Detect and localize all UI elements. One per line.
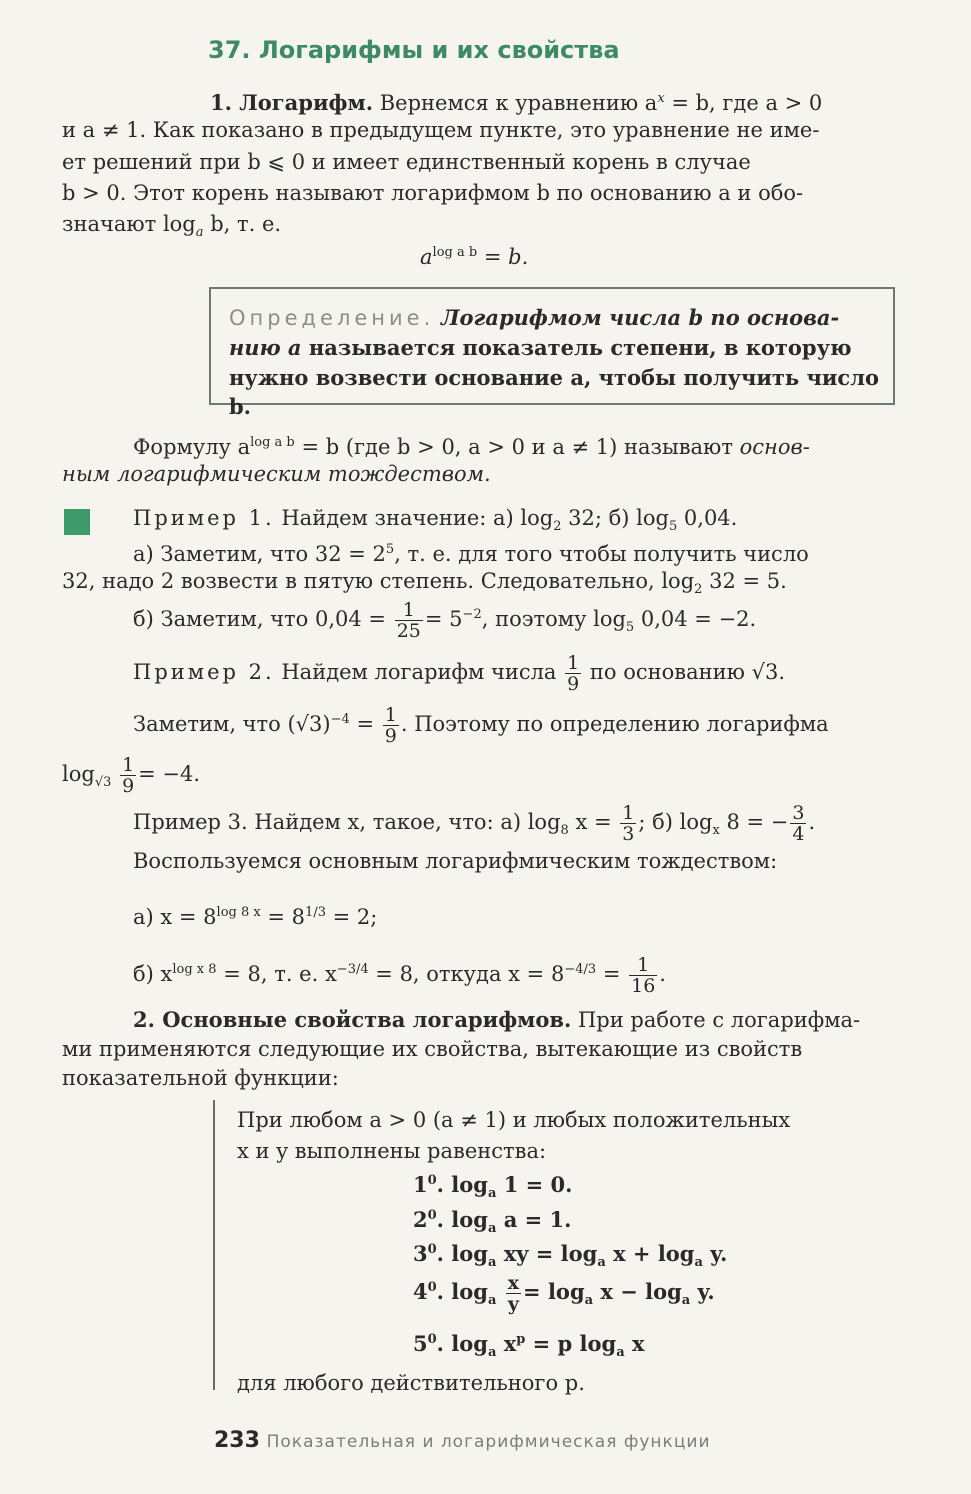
ex1-b1-tail: , поэтому log (481, 607, 626, 631)
ex2-l1-tail: . Поэтому по определению логарифма (400, 712, 829, 736)
fp-sup: log a b (250, 435, 295, 450)
ex2-l2-tail: = −4. (138, 762, 201, 786)
p3-num: 3 (413, 1241, 428, 1266)
p1-tail: = b, где a > 0 (664, 91, 823, 115)
fraction-1-9 (565, 653, 581, 694)
ex2-l1-sup: −4 (330, 712, 350, 727)
ex1-b1-text: б) Заметим, что 0,04 = (133, 607, 387, 631)
ex3-b-sup: log x 8 (172, 962, 217, 977)
p1-line4: b > 0. Этот корень называют логарифмом b по основанию a и обо- (62, 181, 804, 205)
ex1-b1-end: 0,04 = −2. (634, 607, 757, 631)
p5-b: x (496, 1331, 517, 1356)
p4-d: y. (690, 1279, 715, 1304)
fp-a: Формулу a (133, 435, 251, 459)
property-3 (413, 1241, 727, 1270)
deg: 0 (427, 1173, 437, 1188)
p2-heading: 2. Основные свойства логарифмов. (133, 1007, 572, 1032)
ex1-a1-text: а) Заметим, что 32 = 2 (133, 542, 386, 566)
ex3-b-sup2: −3/4 (336, 962, 369, 977)
p1-log: . log (436, 1172, 488, 1197)
formula-base: a (420, 245, 433, 269)
example-marker-icon (64, 509, 90, 535)
frac-num: 1 (395, 600, 423, 621)
ex1-sub1: 2 (553, 519, 562, 535)
ex1-a1 (133, 535, 809, 569)
ex3-t4: 8 = − (719, 810, 789, 834)
ex2-l2-sub: √3 (94, 775, 112, 791)
sub-a: a (584, 1293, 594, 1309)
p1-line2: и a ≠ 1. Как показано в предыдущем пункте, это уравнение не име- (62, 118, 820, 142)
deg: 0 (427, 1332, 437, 1347)
sub-a: a (487, 1255, 497, 1271)
fraction-1-9 (120, 755, 136, 796)
p1-num: 1 (413, 1172, 428, 1197)
ex1-a1-tail: , т. е. для того чтобы получить число (394, 542, 809, 566)
frac-num: 1 (122, 754, 135, 776)
formula-sup: log a b (432, 245, 478, 260)
ex1-task-b: 32; б) log (561, 506, 669, 530)
p2-log: . log (436, 1207, 488, 1232)
deg: 0 (427, 1280, 437, 1295)
ex3-t3: ; б) log (638, 810, 713, 834)
frac-den: 9 (384, 725, 397, 747)
p1-line3: ет решений при b ⩽ 0 и имеет единственный корень в случае (62, 150, 751, 174)
ex2-l2-text: log (62, 762, 95, 786)
section-title: 37. Логарифмы и их свойства (208, 36, 620, 64)
ex2-task-tail: по основанию √3. (589, 660, 785, 684)
properties-bar (213, 1100, 215, 1390)
ex3-b-mid2: = 8, откуда x = 8 (368, 962, 565, 986)
p5-d: x (624, 1331, 645, 1356)
p1-line1 (210, 84, 822, 118)
ex3-a-tail: = 2; (325, 905, 378, 929)
ex1-task-a: Найдем значение: а) log (281, 506, 554, 530)
property-5 (413, 1331, 645, 1360)
fraction-1-16 (629, 955, 657, 996)
p1-heading: 1. Логарифм. (210, 90, 374, 115)
p3-c: x + log (605, 1241, 695, 1266)
frac-den: 4 (792, 823, 805, 845)
p1-sup: x (657, 91, 665, 106)
fraction-3-4 (790, 803, 806, 844)
definition-text3: нужно возвести основание a, чтобы получить число b. (229, 365, 880, 419)
formula-tail: = b. (477, 245, 529, 269)
p2-line2: ми применяются следующие их свойства, вытекающие из свойств (62, 1037, 803, 1061)
p3-b: xy = log (496, 1241, 598, 1266)
ex3-b-mid: = 8, т. е. x (216, 962, 337, 986)
ex3-a-mid: = 8 (260, 905, 306, 929)
ex3-b-text: б) x (133, 962, 173, 986)
props-outro: для любого действительного p. (237, 1371, 585, 1395)
p3-d: y. (702, 1241, 728, 1266)
page-footer (214, 1425, 711, 1457)
p2-b: a = 1. (496, 1207, 572, 1232)
ex1-a2-text: 32, надо 2 возвести в пятую степень. Следовательно, log (62, 569, 695, 593)
fraction-1-9 (383, 705, 399, 746)
chapter-title: Показательная и логарифмическая функции (266, 1432, 711, 1452)
fraction-1-25 (395, 600, 423, 641)
ex1-a1-sup: 5 (385, 542, 395, 557)
ex3-task-a: Найдем x, такое, что: а) log (254, 810, 561, 834)
ex2-l2 (62, 755, 200, 798)
p5-num: 5 (413, 1331, 428, 1356)
sub-a: a (487, 1186, 497, 1202)
formula-para-line2: ным логарифмическим тождеством. (62, 462, 491, 486)
ex3-t5: . (808, 810, 816, 834)
ex1-b1 (133, 600, 756, 643)
p5-c: = p log (525, 1331, 617, 1356)
frac-num: 1 (567, 652, 580, 674)
p1-l5a: значают log (62, 212, 196, 236)
sub-a: a (487, 1293, 497, 1309)
p5-sup: p (516, 1332, 526, 1347)
p5-log: . log (436, 1331, 488, 1356)
ex3-b-eq: = (596, 962, 621, 986)
definition-box (209, 287, 895, 419)
ex3-b-sup3: −4/3 (564, 962, 597, 977)
definition-text1: Логарифмом числа b по основа- (440, 305, 840, 330)
fp-c: основ- (739, 435, 810, 459)
ex3-a-text: а) x = 8 (133, 905, 217, 929)
deg: 0 (427, 1242, 437, 1257)
ex1-label: Пример 1. (133, 506, 275, 530)
ex3-b-end: . (659, 962, 666, 986)
p4-c: x − log (593, 1279, 682, 1304)
definition-text2a: нию a (229, 335, 302, 360)
frac-num: 3 (792, 802, 805, 824)
ex1-b1-sub: 5 (625, 620, 635, 636)
ex1-a2-sub: 2 (694, 582, 703, 598)
frac-den: 9 (122, 775, 135, 797)
p1-l5sub: a (195, 225, 204, 241)
frac-den: 3 (622, 823, 635, 845)
ex2-task-text: Найдем логарифм числа (281, 660, 557, 684)
ex3-subx: x (712, 823, 720, 839)
ex3-label: Пример 3. (133, 810, 248, 834)
p1-line5 (62, 209, 281, 248)
ex1-b1-sup: −2 (462, 607, 482, 622)
sub-a: a (694, 1255, 703, 1271)
ex3-b (133, 955, 666, 996)
frac-den: 25 (396, 620, 421, 642)
p2-line1 (133, 1005, 860, 1035)
sub-a: a (681, 1293, 691, 1309)
ex3-t2: x = (568, 810, 612, 834)
property-1 (413, 1172, 572, 1201)
props-intro2: x и y выполнены равенства: (237, 1139, 547, 1163)
ex3-a (133, 898, 377, 932)
p1-text: Вернемся к уравнению a (379, 91, 658, 115)
ex3-a-sup2: 1/3 (305, 905, 326, 920)
p2-line1-rest: При работе с логарифма- (571, 1008, 861, 1032)
props-intro1: При любом a > 0 (a ≠ 1) и любых положительных (237, 1108, 791, 1132)
frac-num: x (507, 1272, 520, 1294)
ex1-a2-tail: 32 = 5. (702, 569, 787, 593)
p4-b: = log (523, 1279, 585, 1304)
ex2-l1 (133, 705, 829, 746)
fraction-1-3 (620, 803, 636, 844)
p4-log: . log (436, 1279, 488, 1304)
p1-b: 1 = 0. (496, 1172, 573, 1197)
ex1-b1-mid: = 5 (424, 607, 463, 631)
ex2-l1-mid: = (349, 712, 375, 736)
fraction-x-y (506, 1273, 521, 1314)
ex2-l1-text: Заметим, что (√3) (133, 712, 331, 736)
property-2 (413, 1207, 571, 1236)
sub-a: a (487, 1345, 497, 1361)
p2-num: 2 (413, 1207, 428, 1232)
deg: 0 (427, 1208, 437, 1223)
frac-den: y (507, 1293, 519, 1315)
ex3-a-sup: log 8 x (216, 905, 261, 920)
sub-a: a (487, 1221, 497, 1237)
ex1-task-c: 0,04. (677, 506, 738, 530)
ex3-sub8: 8 (560, 823, 569, 839)
p2-line3: показательной функции: (62, 1066, 339, 1090)
definition-text2b: называется показатель степени, в которую (301, 335, 852, 360)
p1-l5b: b, т. е. (203, 212, 282, 236)
ex3-task (133, 803, 815, 846)
ex3-use: Воспользуемся основным логарифмическим тождеством: (133, 849, 778, 873)
ex2-task (133, 653, 785, 694)
ex2-label: Пример 2. (133, 660, 275, 684)
frac-num: 1 (629, 955, 657, 976)
frac-den: 9 (567, 673, 580, 695)
definition-word: Определение. (229, 306, 435, 330)
sub-a: a (597, 1255, 606, 1271)
p3-log: . log (436, 1241, 488, 1266)
fp-b: = b (где b > 0, a > 0 и a ≠ 1) называют (294, 435, 740, 459)
basic-identity-formula (420, 238, 528, 272)
frac-num: 1 (384, 704, 397, 726)
p4-num: 4 (413, 1279, 428, 1304)
sub-a: a (616, 1345, 625, 1361)
page-number: 233 (214, 1428, 260, 1453)
ex1-sub2: 5 (668, 519, 678, 535)
frac-den: 16 (631, 975, 656, 997)
frac-num: 1 (622, 802, 635, 824)
property-4 (413, 1273, 715, 1314)
formula-para-line1 (133, 428, 810, 462)
